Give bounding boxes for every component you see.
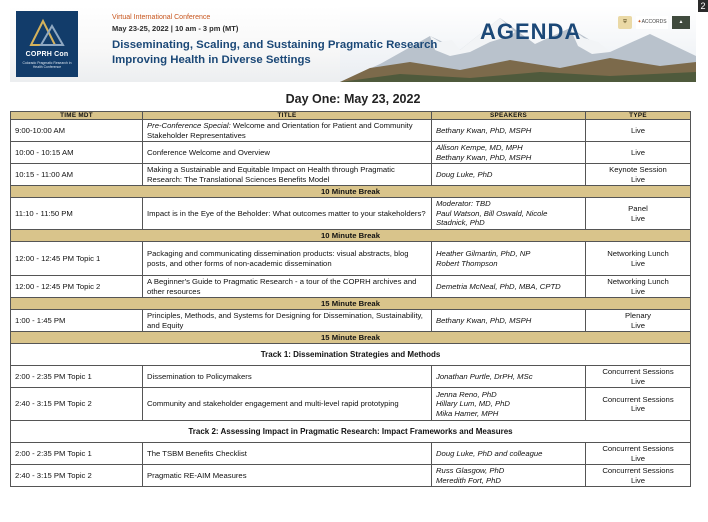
speaker-name: Jonathan Purtle, DrPH, MSc (436, 371, 533, 381)
session-type (586, 443, 691, 465)
break-row (11, 332, 691, 344)
session-row (11, 465, 691, 487)
session-type (586, 276, 691, 298)
session-title-text: Principles, Methods, and Systems for Designing for Dissemination, Sustainability, and Equity (147, 311, 423, 330)
break-label: 15 Minute Break (11, 298, 691, 310)
session-type-line: Live (630, 147, 646, 157)
session-title (143, 276, 432, 298)
session-type (586, 388, 691, 421)
session-type (586, 242, 691, 276)
speaker-name: Bethany Kwan, PhD, MSPH (436, 125, 532, 135)
logo-subtitle: Colorado Pragmatic Research in Health Conference (22, 61, 72, 69)
speaker-name: Meredith Fort, PhD (436, 475, 501, 485)
speaker-name: Heather Gilmartin, PhD, NP (436, 249, 531, 258)
session-type-line: Keynote Session (609, 165, 667, 174)
session-title-text: Impact is in the Eye of the Beholder: What outcomes matter to your stakeholders? (147, 208, 426, 218)
column-header-speakers: SPEAKERS (432, 112, 586, 120)
session-title-text: Welcome and Orientation for Patient and Community Stakeholder Representatives (147, 121, 413, 140)
conference-dates: May 23-25, 2022 | 10 am - 3 pm (MT) (112, 24, 239, 33)
accords-logo: ✦ACCORDS (636, 16, 668, 29)
track-label: Track 1: Dissemination Strategies and Methods (11, 344, 691, 366)
session-type-line: Live (630, 174, 646, 184)
session-type-line: Concurrent Sessions (602, 444, 674, 453)
session-speakers (432, 388, 586, 421)
session-type (586, 120, 691, 142)
session-row (11, 142, 691, 164)
speaker-name: Jenna Reno, PhD (436, 389, 497, 399)
session-speakers (432, 142, 586, 164)
session-type-line: Networking Lunch (607, 249, 669, 258)
session-speakers (432, 310, 586, 332)
session-title (143, 120, 432, 142)
session-type-line: Concurrent Sessions (602, 394, 674, 404)
speaker-name: Mika Hamer, MPH (436, 408, 499, 418)
session-row (11, 198, 691, 230)
session-time: 9:00-10:00 AM (11, 120, 143, 142)
session-type-line: Live (630, 475, 646, 485)
university-seal-icon: ⛨ (618, 16, 632, 29)
session-row (11, 310, 691, 332)
track-row (11, 344, 691, 366)
session-row (11, 242, 691, 276)
table-header-row (11, 112, 691, 120)
session-title (143, 310, 432, 332)
speaker-name: Doug Luke, PhD (436, 169, 493, 179)
session-type-line: Panel (628, 204, 648, 213)
speaker-name: Demetria McNeal, PhD, MBA, CPTD (436, 281, 561, 291)
session-time: 11:10 - 11:50 PM (11, 198, 143, 230)
speaker-name: Bethany Kwan, PhD, MSPH (436, 152, 532, 162)
session-row (11, 120, 691, 142)
session-title-text: Dissemination to Policymakers (147, 371, 252, 381)
session-type-line: Live (630, 258, 646, 268)
agenda-heading: AGENDA (480, 19, 582, 44)
session-speakers (432, 366, 586, 388)
speaker-name: Robert Thompson (436, 258, 498, 268)
session-title-text: Pragmatic RE-AIM Measures (147, 470, 247, 480)
session-title (143, 388, 432, 421)
session-type-line: Live (630, 320, 646, 330)
session-row (11, 276, 691, 298)
session-time: 2:40 - 3:15 PM Topic 2 (11, 388, 143, 421)
session-speakers (432, 198, 586, 230)
speaker-name: Allison Kempe, MD, MPH (436, 143, 523, 152)
session-type (586, 366, 691, 388)
session-speakers (432, 465, 586, 487)
session-type-line: Concurrent Sessions (602, 367, 674, 376)
agenda-document (10, 6, 696, 522)
conference-title-line-2: Improving Health in Diverse Settings (112, 54, 311, 66)
track-label: Track 2: Assessing Impact in Pragmatic Research: Impact Frameworks and Measures (11, 421, 691, 443)
session-type (586, 310, 691, 332)
session-title-text: Making a Sustainable and Equitable Impact on Health through Pragmatic Research: The Translational Sciences Benefits Model (147, 165, 395, 184)
session-time: 1:00 - 1:45 PM (11, 310, 143, 332)
conference-kind: Virtual International Conference (112, 14, 211, 21)
session-time: 10:15 - 11:00 AM (11, 164, 143, 186)
session-row (11, 366, 691, 388)
conference-banner (10, 6, 696, 82)
session-title (143, 142, 432, 164)
session-type-line: Networking Lunch (607, 277, 669, 286)
session-row (11, 443, 691, 465)
break-label: 10 Minute Break (11, 230, 691, 242)
coprh-con-logo (16, 11, 78, 77)
session-speakers (432, 120, 586, 142)
session-title (143, 198, 432, 230)
session-title (143, 443, 432, 465)
session-time: 10:00 - 10:15 AM (11, 142, 143, 164)
conference-title (112, 38, 462, 68)
session-type-line: Live (630, 213, 646, 223)
session-type-line: Live (630, 404, 646, 413)
session-type-line: Plenary (624, 311, 652, 320)
session-time: 2:00 - 2:35 PM Topic 1 (11, 366, 143, 388)
session-title-text: Conference Welcome and Overview (147, 147, 270, 157)
session-type (586, 142, 691, 164)
break-label: 10 Minute Break (11, 186, 691, 198)
session-speakers (432, 276, 586, 298)
session-title-text: Packaging and communicating dissemination products: visual abstracts, blog posts, and other forms of non-academic dissemination (147, 249, 409, 268)
speaker-name: Moderator: TBD (436, 199, 491, 209)
break-row (11, 186, 691, 198)
session-title-prefix: Pre-Conference Special: (147, 121, 231, 130)
speaker-name: Doug Luke, PhD and colleague (436, 448, 543, 458)
session-row (11, 388, 691, 421)
session-title-text: Community and stakeholder engagement and multi-level rapid prototyping (147, 399, 399, 409)
sponsor-badge-icon: ▲ (672, 16, 690, 29)
column-header-title: TITLE (143, 112, 432, 120)
session-type (586, 198, 691, 230)
session-type (586, 164, 691, 186)
agenda-table (10, 111, 691, 487)
session-time: 2:00 - 2:35 PM Topic 1 (11, 443, 143, 465)
session-time: 12:00 - 12:45 PM Topic 1 (11, 242, 143, 276)
speaker-name: Bethany Kwan, PhD, MSPH (436, 315, 532, 325)
conference-title-line-1: Disseminating, Scaling, and Sustaining Pragmatic Research (112, 39, 438, 51)
column-header-type: TYPE (586, 112, 691, 120)
session-title-text: The TSBM Benefits Checklist (147, 448, 247, 458)
session-speakers (432, 164, 586, 186)
day-title: Day One: May 23, 2022 (285, 92, 421, 106)
session-title (143, 465, 432, 487)
session-type-line: Concurrent Sessions (602, 466, 674, 475)
session-speakers (432, 443, 586, 465)
session-title-text: A Beginner's Guide to Pragmatic Research - a tour of the COPRH archives and other resources (147, 277, 417, 296)
session-type (586, 465, 691, 487)
session-title (143, 242, 432, 276)
session-type-line: Live (630, 453, 646, 463)
mountain-logo-icon (28, 17, 66, 47)
speaker-name: Hillary Lum, MD, PhD (436, 399, 510, 409)
speaker-name: Russ Glasgow, PhD (436, 466, 505, 475)
session-title (143, 164, 432, 186)
page-corner-badge: 2 (698, 0, 708, 12)
session-type-line: Live (630, 286, 646, 296)
track-row (11, 421, 691, 443)
session-row (11, 164, 691, 186)
session-time: 12:00 - 12:45 PM Topic 2 (11, 276, 143, 298)
session-type-line: Live (630, 376, 646, 386)
session-speakers (432, 242, 586, 276)
session-time: 2:40 - 3:15 PM Topic 2 (11, 465, 143, 487)
logo-name: COPRH Con (25, 51, 69, 58)
break-label: 15 Minute Break (11, 332, 691, 344)
session-type-line: Live (630, 125, 646, 135)
break-row (11, 298, 691, 310)
column-header-time: TIME MDT (11, 112, 143, 120)
speaker-name: Paul Watson, Bill Oswald, Nicole Stadnick, PhD (436, 208, 548, 228)
session-title (143, 366, 432, 388)
break-row (11, 230, 691, 242)
